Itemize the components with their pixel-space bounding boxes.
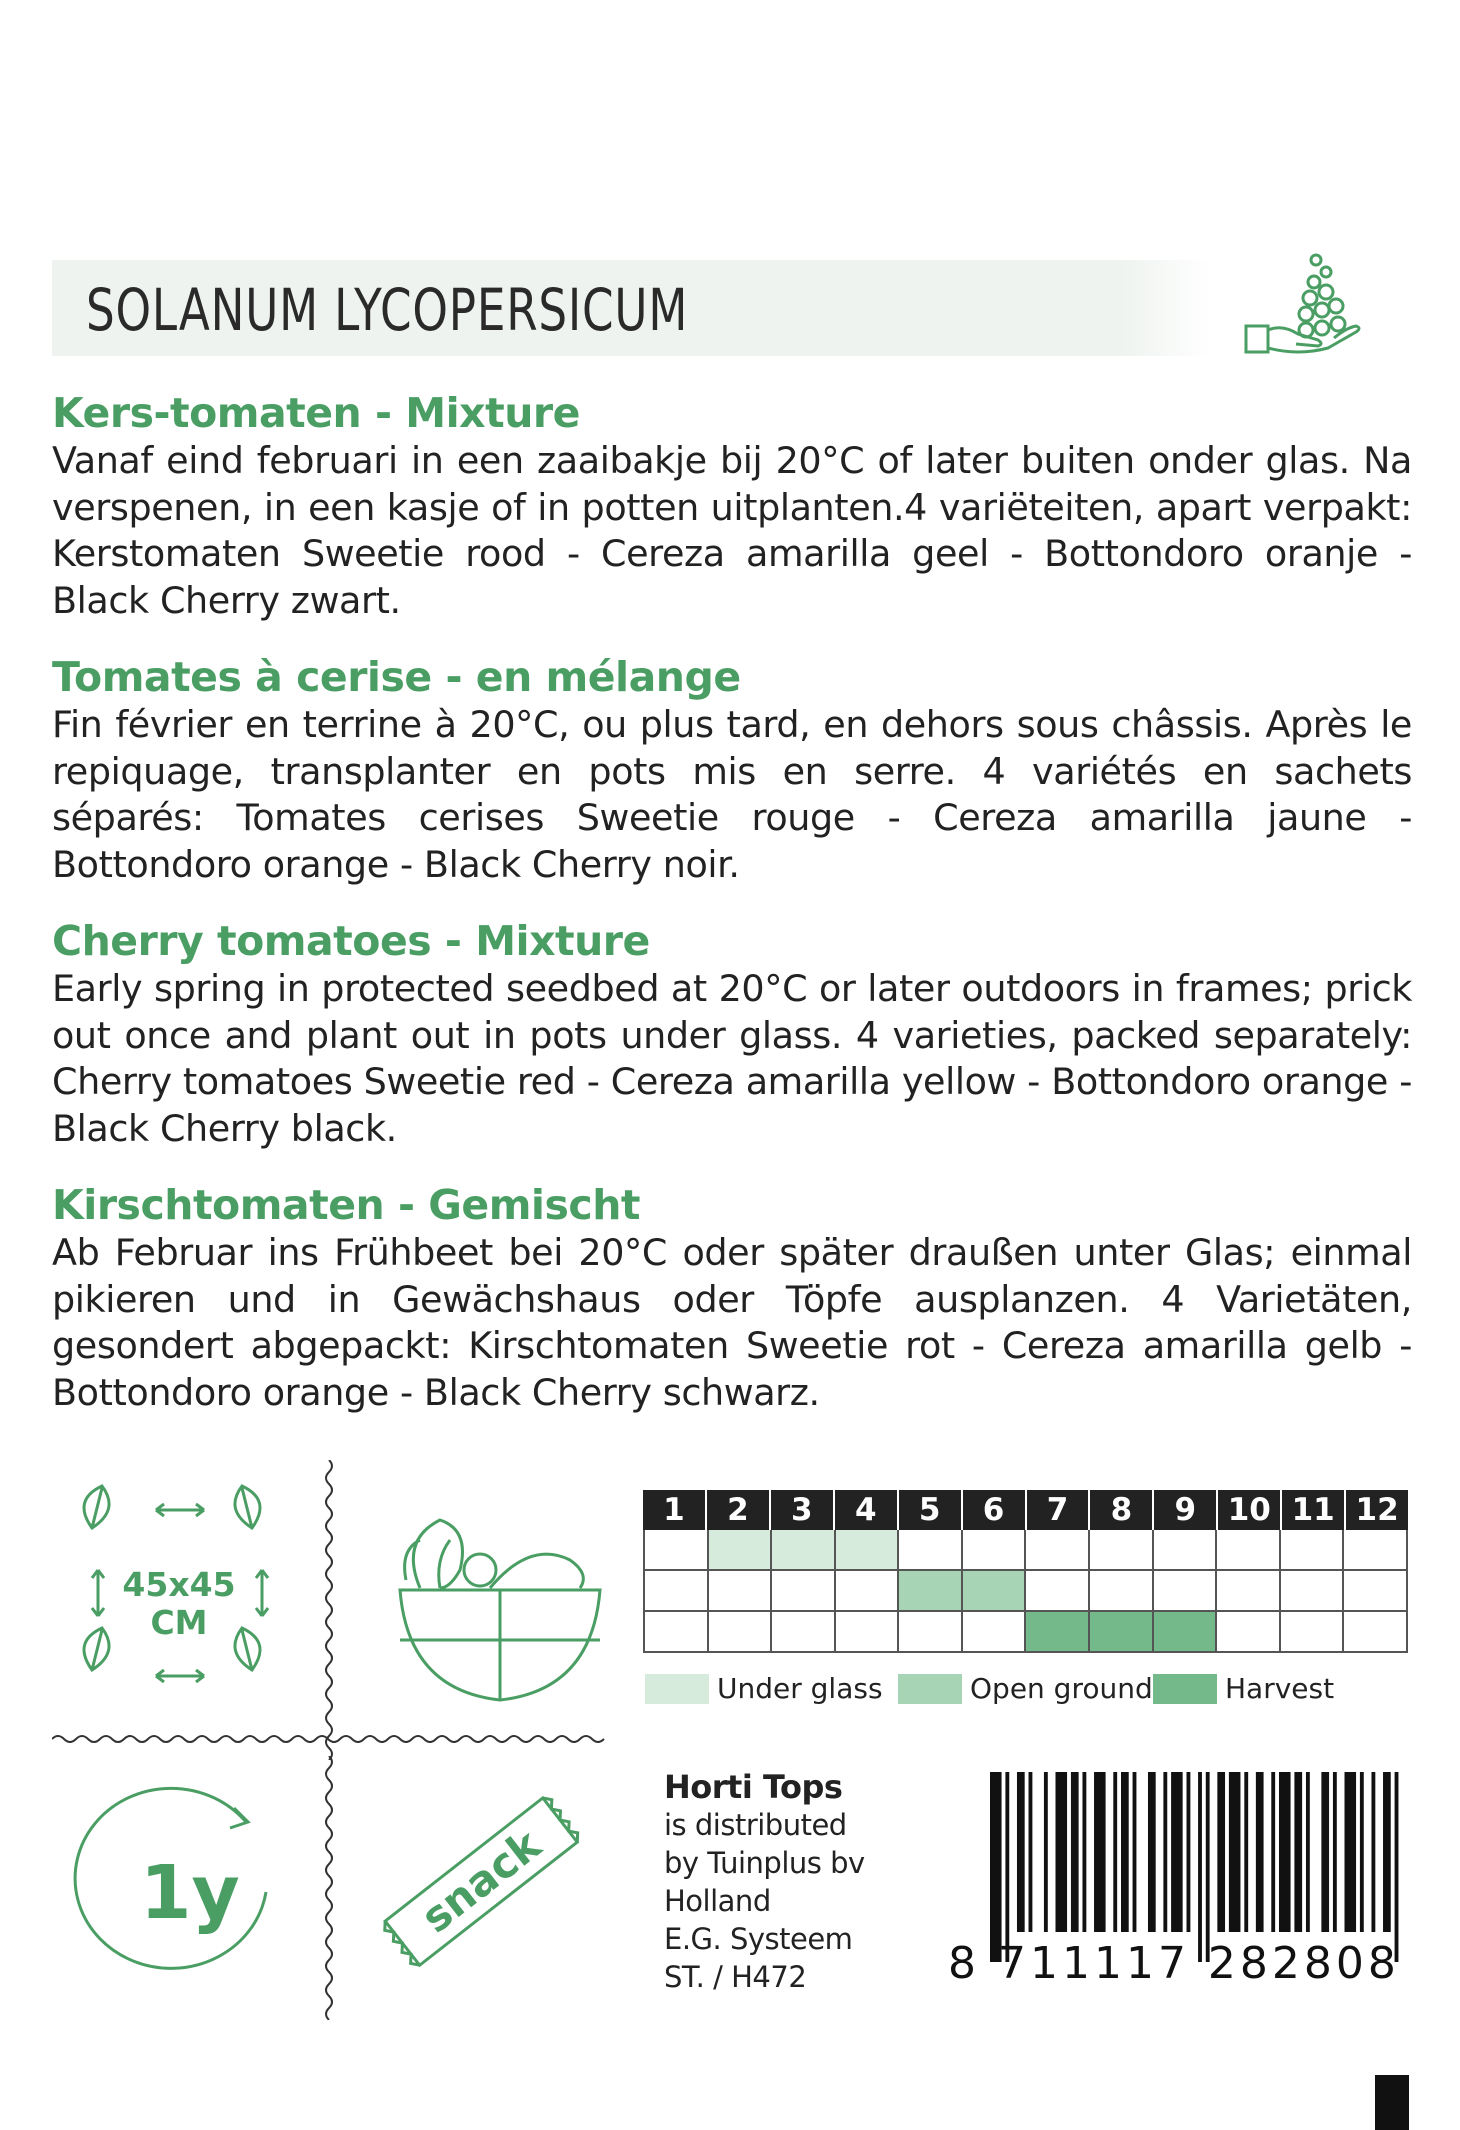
barcode-bar [1294,1772,1302,1932]
calendar-cell [772,1571,836,1612]
month-4: 4 [835,1490,899,1530]
calendar-cell [772,1612,836,1653]
barcode-bar [1344,1772,1356,1932]
barcode-bar [1360,1772,1364,1932]
calendar-cell [1344,1530,1408,1571]
hand-with-seeds-icon [1238,248,1368,366]
barcode-bar [1217,1772,1225,1932]
section-body: Fin février en terrine à 20°C, ou plus tard, en dehors sous châssis. Après le repiquage, transplanter en pots mis en serre. 4 variétés en sachets séparés: Tomates cerises Sweetie rouge - Cereza amarilla jaune - Bottondoro orange - Black Cherry noir. [52,703,1412,886]
calendar-cell [645,1530,709,1571]
section-title: Kirschtomaten - Gemischt [52,1181,640,1229]
month-6: 6 [963,1490,1027,1530]
distributor-line: is distributed [664,1808,847,1842]
barcode-bar [1187,1772,1191,1932]
barcode-bar [1306,1772,1310,1932]
section-body: Ab Februar ins Frühbeet bei 20°C oder später draußen unter Glas; einmal pikieren und in Gewächshaus oder Töpfe ausplanzen. 4 Varietäten, gesondert abgepackt: Kirschtomaten Sweetie rot - Cereza amarilla gelb - Bottondoro orange - Black Cherry schwarz. [52,1231,1412,1414]
legend-open-ground [898,1672,1153,1705]
calendar-cell [963,1612,1027,1653]
barcode-bar [1148,1772,1156,1932]
barcode-bar [1383,1772,1391,1932]
calendar-cell [1281,1530,1345,1571]
calendar-cell [836,1530,900,1571]
legend-label: Under glass [717,1672,883,1705]
calendar-cell [1344,1612,1408,1653]
wavy-divider-vertical [322,1460,336,1760]
barcode [990,1772,1410,1962]
section-title: Kers-tomaten - Mixture [52,389,580,437]
calendar-cell [899,1612,963,1653]
snack-icon [370,1770,590,1990]
barcode-bar [1163,1772,1167,1932]
month-12: 12 [1346,1490,1408,1530]
barcode-bar [1333,1772,1337,1932]
section-english [52,916,1412,1152]
calendar-cell [836,1571,900,1612]
calendar-cell [709,1530,773,1571]
calendar-cell [963,1571,1027,1612]
barcode-bar [1113,1772,1117,1932]
barcode-bar [1244,1772,1248,1932]
section-body: Vanaf eind februari in een zaaibakje bij 20°C of later buiten onder glas. Na verspenen, in een kasje of in potten uitplanten.4 variëteiten, apart verpakt: Kerstomaten Sweetie rood - Cereza amarilla geel - Bottondoro oranje - Black Cherry zwart. [52,439,1412,622]
wavy-divider-vertical [322,1756,336,2020]
brand-name: Horti Tops [664,1768,843,1806]
calendar-cell [772,1530,836,1571]
legend-swatch [1153,1674,1217,1704]
barcode-bar [1133,1772,1137,1932]
barcode-bar [1071,1772,1079,1932]
calendar-cell [1154,1571,1218,1612]
legend-label: Open ground [970,1672,1153,1705]
distributor-info [664,1768,865,1996]
distributor-line: E.G. Systeem [664,1922,853,1956]
barcode-bar [1321,1772,1329,1932]
month-1: 1 [643,1490,707,1530]
calendar-cell [899,1571,963,1612]
legend-under-glass [645,1672,883,1705]
calendar-cell [1217,1612,1281,1653]
calendar-cell [899,1530,963,1571]
calendar-cell [1154,1530,1218,1571]
calendar-cell [1090,1612,1154,1653]
calendar-cell [645,1571,709,1612]
calendar-cell [1281,1612,1345,1653]
barcode-bar [1198,1772,1202,1962]
calendar-cell [1281,1571,1345,1612]
distributor-line: ST. / H472 [664,1960,807,1994]
month-10: 10 [1218,1490,1282,1530]
calendar-cell [1217,1530,1281,1571]
section-dutch [52,388,1412,624]
calendar-cell [709,1571,773,1612]
spacing-unit: CM [150,1603,208,1642]
month-3: 3 [771,1490,835,1530]
barcode-bar [1005,1772,1009,1962]
barcode-bar [1171,1772,1183,1932]
wavy-divider-horizontal [52,1732,612,1746]
calendar-cell [1154,1612,1218,1653]
latin-name: SOLANUM LYCOPERSICUM [86,276,689,344]
print-mark [1375,2075,1409,2130]
calendar-cell [963,1530,1027,1571]
calendar-grid [643,1530,1408,1653]
calendar-cell [709,1612,773,1653]
lifecycle-label: 1y [140,1850,240,1936]
calendar-cell [1026,1612,1090,1653]
barcode-bar [1082,1772,1086,1932]
calendar-months [643,1490,1408,1530]
calendar-cell [1090,1530,1154,1571]
section-french [52,652,1412,888]
calendar-cell [1090,1571,1154,1612]
snack-label: snack [412,1819,550,1943]
barcode-bar [1121,1772,1129,1932]
barcode-bar [1056,1772,1068,1932]
calendar-cell [1026,1571,1090,1612]
spacing-value: 45x45 [122,1565,236,1604]
calendar-cell [645,1612,709,1653]
barcode-bar [1017,1772,1025,1932]
calendar-cell [836,1612,900,1653]
barcode-bar [1371,1772,1375,1932]
barcode-number: 8 711117 282808 [948,1938,1400,1989]
barcode-bar [1229,1772,1241,1932]
calendar-cell [1344,1571,1408,1612]
section-title: Cherry tomatoes - Mixture [52,917,650,965]
barcode-bar [1029,1772,1033,1932]
salad-bowl-icon [380,1500,620,1710]
month-5: 5 [899,1490,963,1530]
month-7: 7 [1027,1490,1091,1530]
calendar-cell [1026,1530,1090,1571]
legend-harvest [1153,1672,1334,1705]
month-9: 9 [1154,1490,1218,1530]
legend-swatch [645,1674,709,1704]
barcode-bar [1279,1772,1291,1932]
barcode-bar [1395,1772,1399,1962]
month-11: 11 [1282,1490,1346,1530]
distributor-line: by Tuinplus bv [664,1846,865,1880]
distributor-line: Holland [664,1884,771,1918]
month-8: 8 [1090,1490,1154,1530]
sowing-calendar [643,1490,1408,1653]
month-2: 2 [707,1490,771,1530]
legend-swatch [898,1674,962,1704]
barcode-bar [1271,1772,1275,1932]
section-german [52,1180,1412,1416]
barcode-bar [1206,1772,1210,1962]
barcode-bar [1256,1772,1264,1932]
section-title: Tomates à cerise - en mélange [52,653,741,701]
spacing-label [120,1566,238,1642]
barcode-bar [990,1772,1002,1962]
barcode-bar [1094,1772,1106,1932]
legend-label: Harvest [1225,1672,1335,1705]
calendar-cell [1217,1571,1281,1612]
section-body: Early spring in protected seedbed at 20°C or later outdoors in frames; prick out once and plant out in pots under glass. 4 varieties, packed separately: Cherry tomatoes Sweetie red - Cereza amarilla yellow - Bottondoro orange - Black Cherry black. [52,967,1412,1150]
barcode-bar [1044,1772,1048,1932]
